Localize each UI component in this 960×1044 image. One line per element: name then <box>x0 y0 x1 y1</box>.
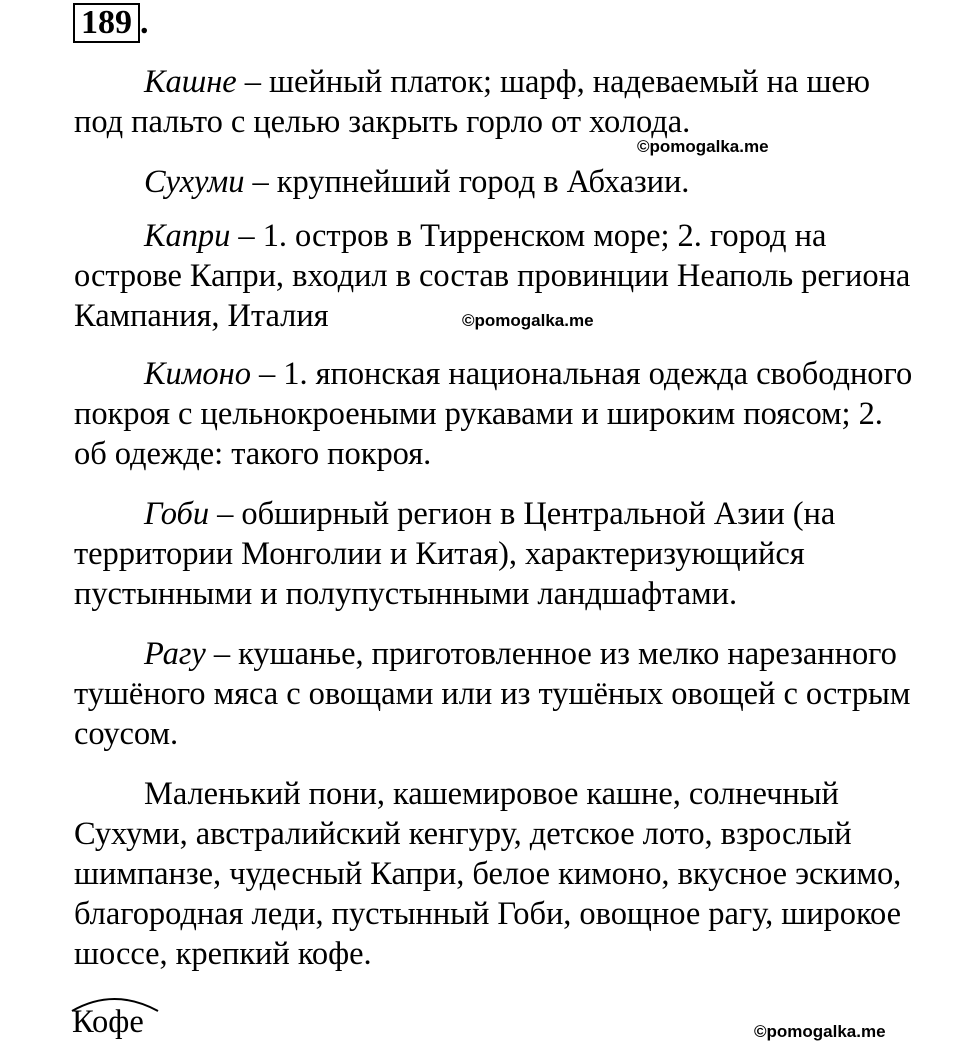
phrases-paragraph <box>4 774 960 974</box>
definition-term: Сухуми <box>144 164 245 200</box>
definition-line: территории Монголии и Китая), характеризующийся <box>74 536 805 572</box>
definition-text: – шейный платок; шарф, надеваемый на шею <box>236 64 871 100</box>
watermark: ©pomogalka.me <box>754 1022 886 1041</box>
definition-line <box>4 162 960 202</box>
definition-term: Капри <box>144 218 231 254</box>
definition-kimono <box>4 354 960 474</box>
definition-line <box>4 494 960 534</box>
watermark: ©pomogalka.me <box>462 311 594 330</box>
exercise-number-value: 189 <box>81 4 132 41</box>
root-arc-mark <box>70 993 162 1013</box>
definition-term: Кимоно <box>144 356 251 392</box>
phrase-line: шоссе, крепкий кофе. <box>74 936 372 972</box>
exercise-number-box <box>73 3 140 43</box>
definition-line: покроя с цельнокроеными рукавами и широким поясом; 2. <box>74 396 883 432</box>
definition-term: Кашне <box>144 64 237 100</box>
definition-line: пустынными и полупустынными ландшафтами. <box>74 576 738 612</box>
definition-line: тушёного мяса с овощами или из тушёных овощей с острым <box>74 676 911 712</box>
phrase-line: шимпанзе, чудесный Капри, белое кимоно, вкусное эскимо, <box>74 856 902 892</box>
definition-line <box>4 62 960 102</box>
definition-line <box>4 354 960 394</box>
definition-line: под пальто с целью закрыть горло от холода. <box>74 104 691 140</box>
definition-line: соусом. <box>74 716 179 752</box>
definition-text: – 1. остров в Тирренском море; 2. город на <box>230 218 827 254</box>
definition-text: – 1. японская национальная одежда свободного <box>250 356 913 392</box>
phrase-line: благородная леди, пустынный Гоби, овощное рагу, широкое <box>74 896 902 932</box>
definition-ragu <box>4 634 960 754</box>
definition-text: – крупнейший город в Абхазии. <box>244 164 690 200</box>
definition-line: острове Капри, входил в состав провинции Неаполь региона <box>74 258 911 294</box>
definition-line: об одежде: такого покроя. <box>74 436 432 472</box>
definition-term: Гоби <box>144 496 210 532</box>
watermark: ©pomogalka.me <box>637 137 769 156</box>
definition-term: Рагу <box>144 636 206 672</box>
definition-text: – обширный регион в Центральной Азии (на <box>209 496 836 532</box>
definition-text: – кушанье, приготовленное из мелко нарезанного <box>205 636 897 672</box>
definition-kashne <box>4 62 960 142</box>
answer-word <box>72 1003 144 1041</box>
exercise-number-suffix: . <box>140 4 149 41</box>
answer-word-text: Кофе <box>72 1004 144 1040</box>
definition-line: Кампания, Италия <box>74 298 329 334</box>
definition-gobi <box>4 494 960 614</box>
exercise-number <box>73 3 149 41</box>
definition-sukhumi <box>4 162 960 202</box>
phrase-line: Маленький пони, кашемировое кашне, солнечный <box>144 776 839 812</box>
phrase-line: Сухуми, австралийский кенгуру, детское лото, взрослый <box>74 816 852 852</box>
definition-line <box>4 216 960 256</box>
definition-line <box>4 634 960 674</box>
